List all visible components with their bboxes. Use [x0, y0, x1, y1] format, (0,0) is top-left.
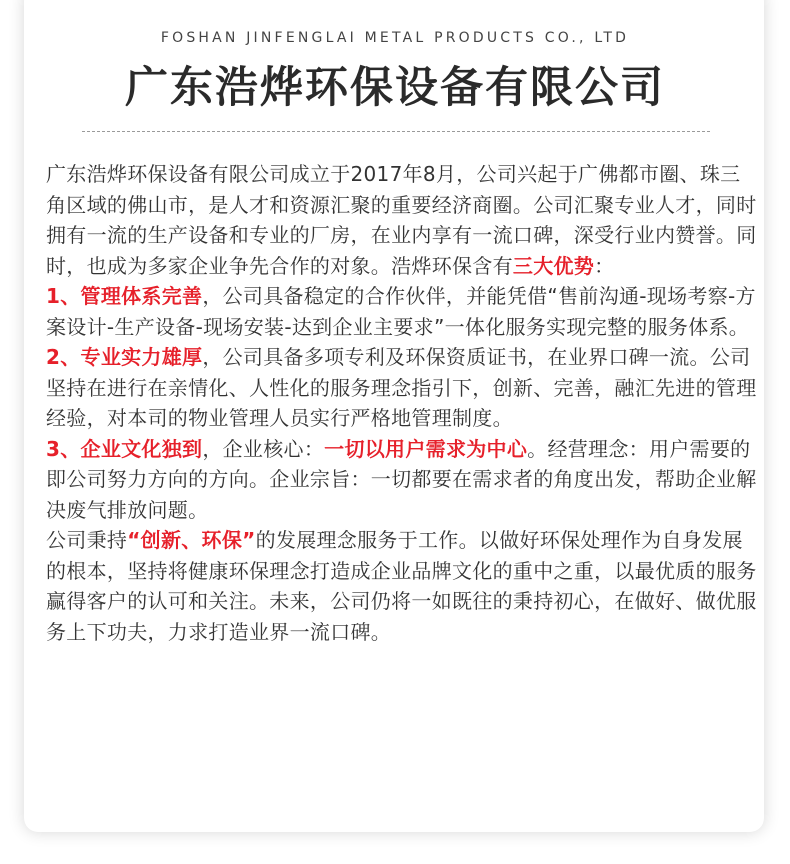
philosophy-highlight: “创新、环保” [127, 528, 256, 552]
advantage-2-text: ，公司具备多项专利及环保资质证书，在业界口碑一流。公司坚持在进行在亲情化、人性化的服务理念指引下，创新、完善，融汇先进的管理经验，对本司的物业管理人员实行严格地管理制度。 [46, 345, 757, 430]
advantage-item-1 [46, 281, 758, 342]
advantage-3-title: 3、企业文化独到 [46, 436, 203, 461]
dashed-divider [82, 131, 710, 132]
closing-paragraph [46, 525, 758, 647]
advantage-3-text-a: ，企业核心： [202, 436, 325, 461]
advantage-3-text-b: 。经营理念：用户需要的即公司努力方向的方向。企业宗旨：一切都要在需求者的角度出发，帮助企业解决废气排放问题。 [46, 436, 757, 522]
advantages-colon: ： [594, 253, 615, 278]
advantage-item-3 [46, 434, 758, 526]
intro-paragraph [46, 159, 758, 281]
company-english-name: FOSHAN JINFENGLAI METAL PRODUCTS CO., LTD [160, 30, 630, 46]
closing-text-a: 公司秉持 [46, 528, 128, 552]
company-chinese-name: 广东浩烨环保设备有限公司 [125, 63, 665, 113]
company-description [46, 159, 758, 647]
advantage-2-title: 2、专业实力雄厚 [46, 345, 203, 369]
advantages-highlight: 三大优势 [512, 253, 595, 278]
core-value-highlight: 一切以用户需求为中心 [324, 436, 528, 461]
advantage-1-title: 1、管理体系完善 [46, 284, 203, 308]
advantage-1-text: ，公司具备稳定的合作伙伴，并能凭借“售前沟通-现场考察-方案设计-生产设备-现场安装-达到企业主要求”一体化服务实现完整的服务体系。 [46, 284, 756, 339]
advantage-item-2 [46, 342, 758, 434]
intro-text: 广东浩烨环保设备有限公司成立于2017年8月，公司兴起于广佛都市圈、珠三角区域的佛山市，是人才和资源汇聚的重要经济商圈。公司汇聚专业人才，同时拥有一流的生产设备和专业的厂房，在业内享有一流口碑，深受行业内赞誉。同时，也成为多家企业争先合作的对象。浩烨环保含有 [46, 162, 757, 278]
closing-text-b: 的发展理念服务于工作。以做好环保处理作为自身发展的根本，坚持将健康环保理念打造成企业品牌文化的重中之重，以最优质的服务赢得客户的认可和关注。未来，公司仍将一如既往的秉持初心，在做好、做优服务上下功夫，力求打造业界一流口碑。 [46, 528, 757, 644]
